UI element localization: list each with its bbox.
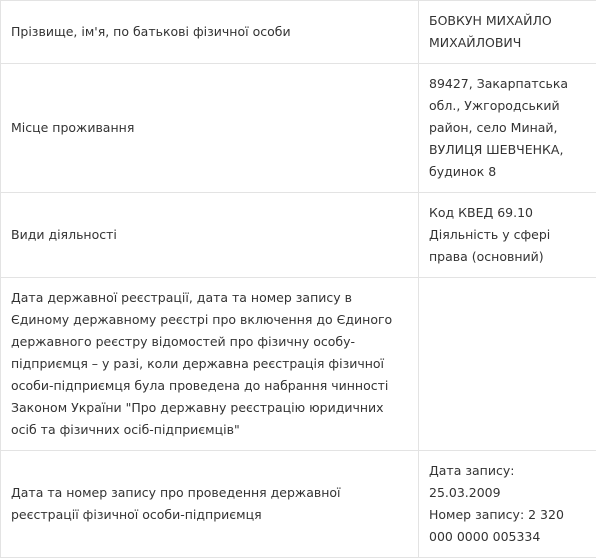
row-registration-before-law bbox=[1, 278, 596, 451]
residence-value: 89427, Закарпатська обл., Ужгородський район, село Минай, ВУЛИЦЯ ШЕВЧЕНКА, будинок 8 bbox=[419, 64, 596, 193]
row-residence bbox=[1, 64, 596, 193]
row-registration-record bbox=[1, 451, 596, 558]
registration-record-label: Дата та номер запису про проведення державної реєстрації фізичної особи-підприємця bbox=[1, 451, 419, 558]
activities-value: Код КВЕД 69.10 Діяльність у сфері права (основний) bbox=[419, 193, 596, 278]
registration-record-value bbox=[419, 451, 596, 558]
record-number: Номер запису: 2 320 000 0000 005334 bbox=[429, 504, 586, 548]
full-name-label: Прізвище, ім'я, по батькові фізичної особи bbox=[1, 1, 419, 64]
record-date: Дата запису: 25.03.2009 bbox=[429, 460, 586, 504]
residence-label: Місце проживання bbox=[1, 64, 419, 193]
full-name-value: БОВКУН МИХАЙЛО МИХАЙЛОВИЧ bbox=[419, 1, 596, 64]
registration-before-law-value bbox=[419, 278, 596, 451]
row-full-name bbox=[1, 1, 596, 64]
activities-label: Види діяльності bbox=[1, 193, 419, 278]
row-activities bbox=[1, 193, 596, 278]
registration-before-law-label: Дата державної реєстрації, дата та номер запису в Єдиному державному реєстрі про включення до Єдиного державного реєстру відомостей про фізичну особу-підприємця – у разі, коли державна реєстрація фізичної особи-підприємця була проведена до набрання чинності Законом України "Про державну реєстрацію юридичних осіб та фізичних осіб-підприємців" bbox=[1, 278, 419, 451]
